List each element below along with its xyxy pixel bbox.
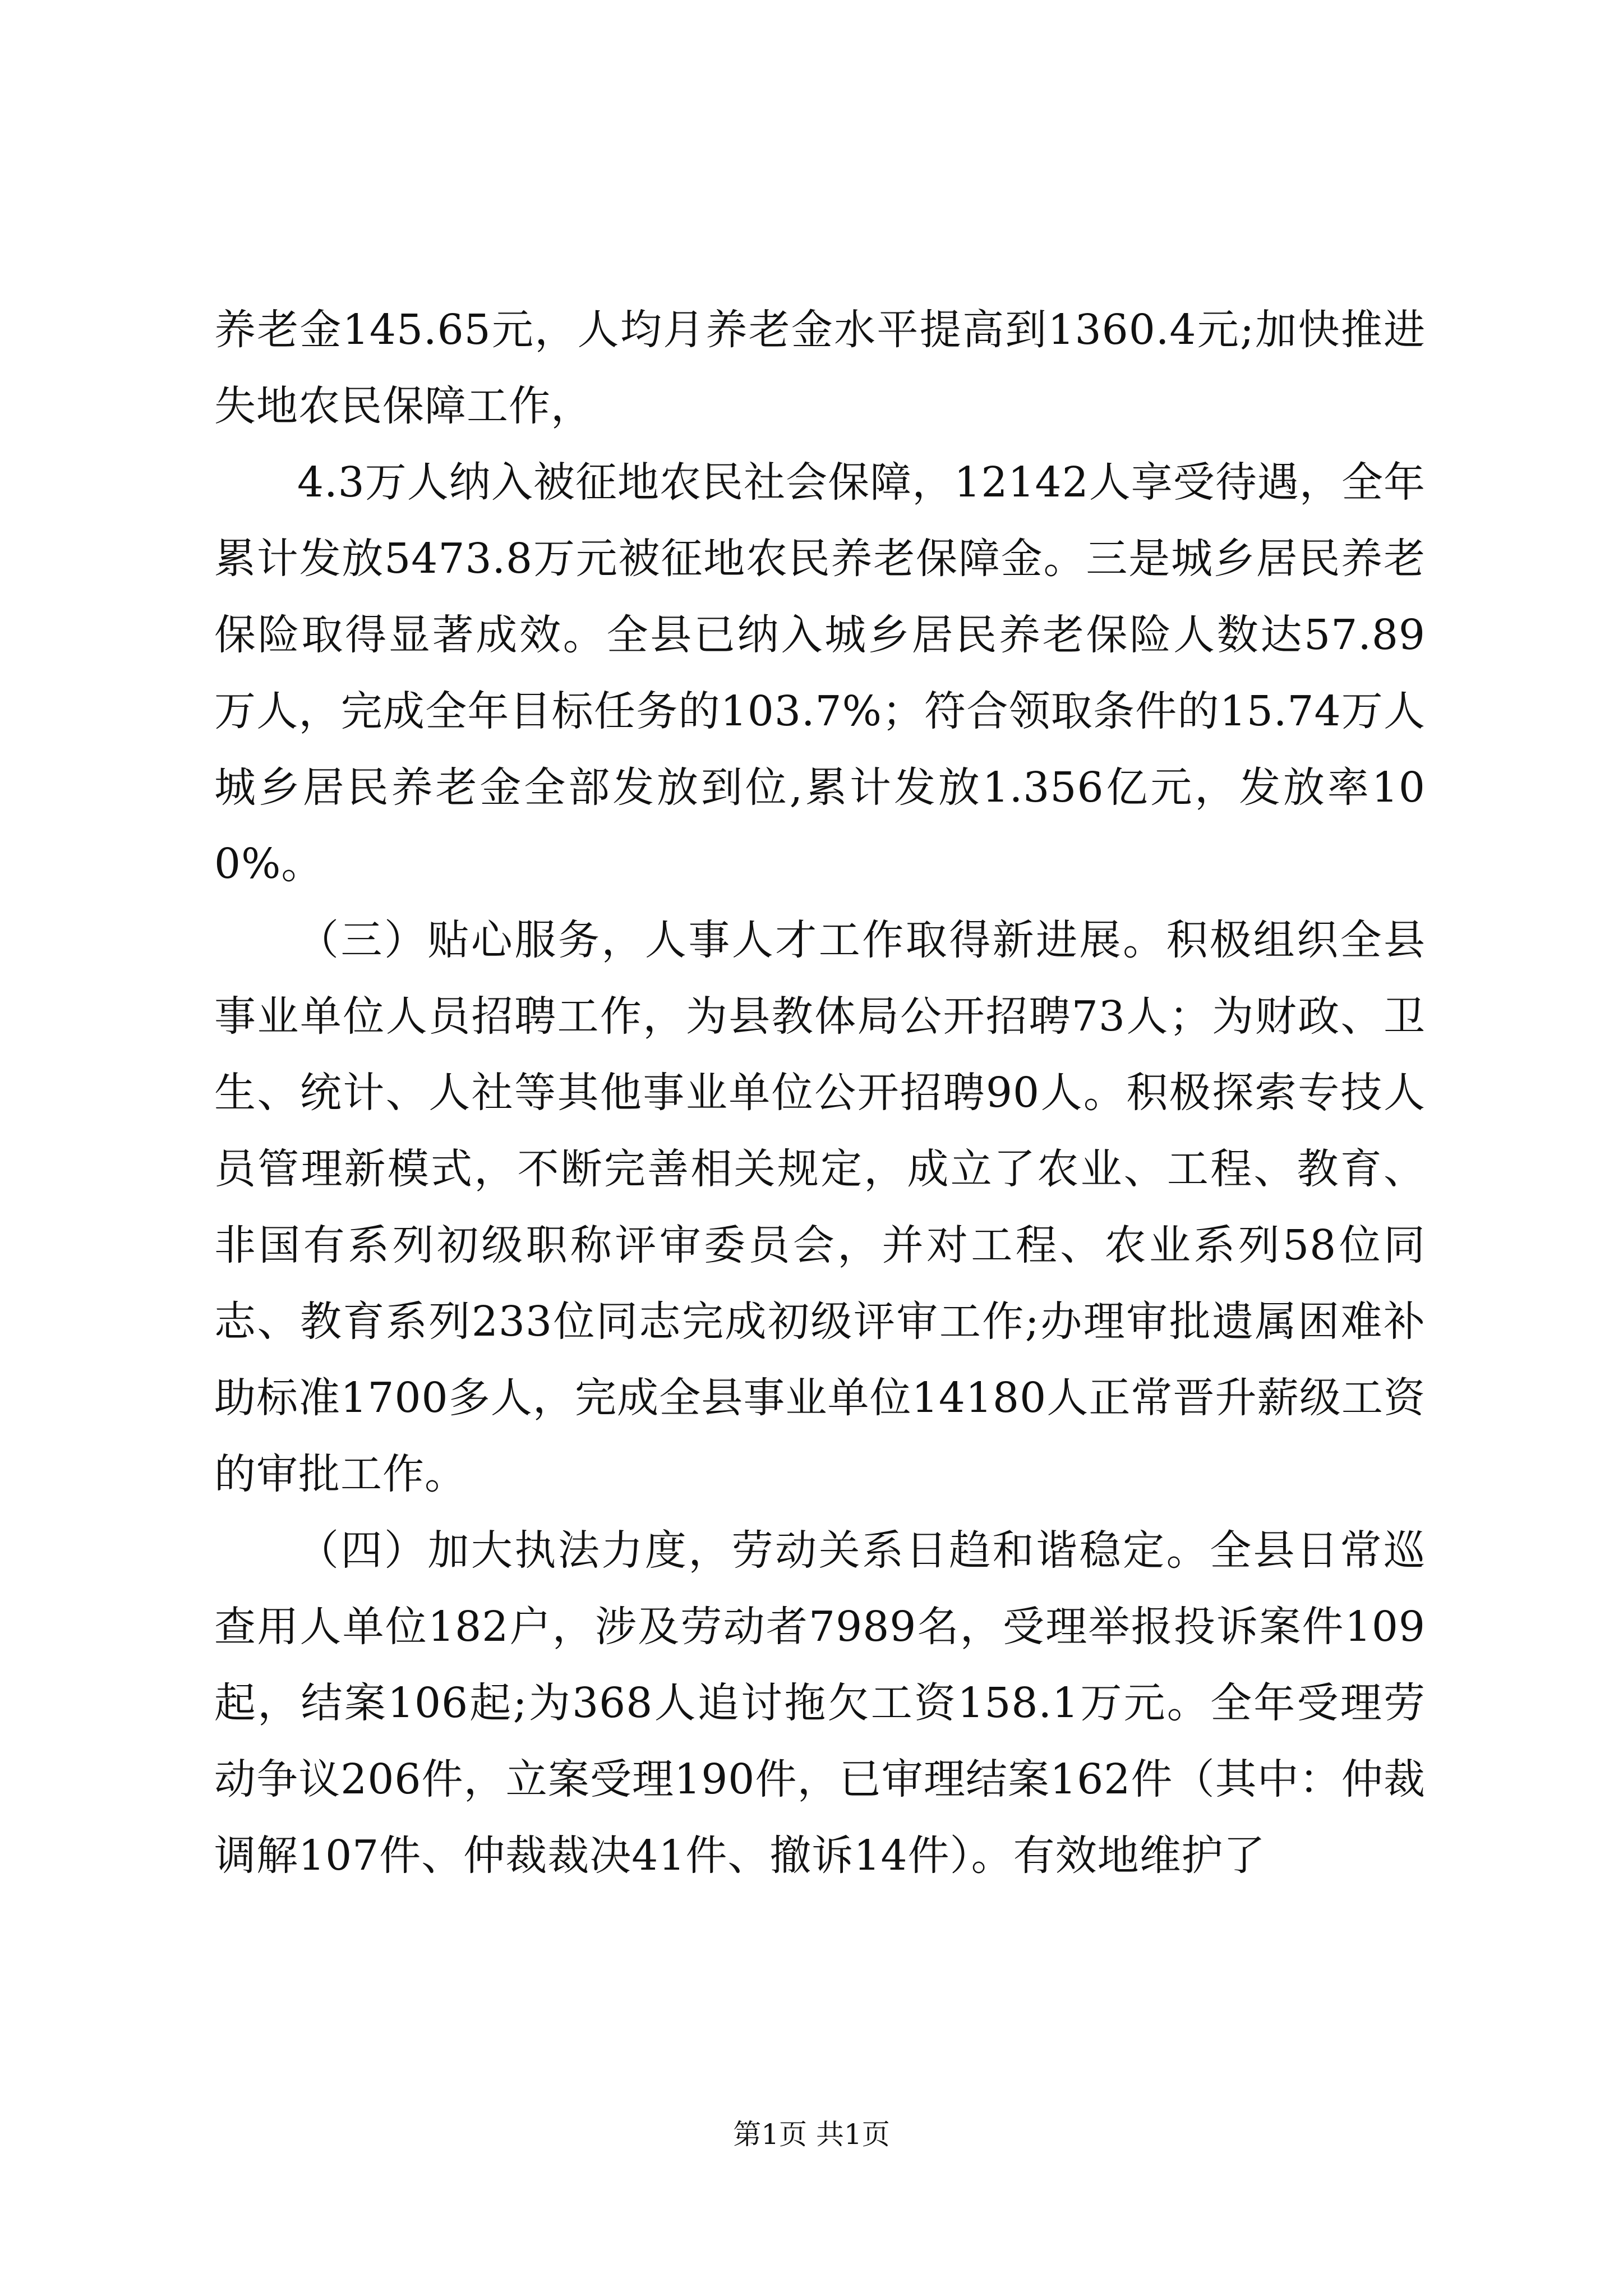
document-body [214, 292, 1426, 1894]
page-footer [0, 2115, 1623, 2154]
paragraph-3: （三）贴心服务，人事人才工作取得新进展。积极组织全县事业单位人员招聘工作，为县教体局公开招聘73人；为财政、卫生、统计、人社等其他事业单位公开招聘90人。积极探索专技人员管理新模式，不断完善相关规定，成立了农业、工程、教育、非国有系列初级职称评审委员会，并对工程、农业系列58位同志、教育系列233位同志完成初级评审工作;办理审批遗属困难补助标准1700多人，完成全县事业单位14180人正常晋升薪级工资的审批工作。 [214, 916, 1426, 1498]
page-number-label: 第1页 共1页 [733, 2118, 890, 2151]
paragraph-1: 养老金145.65元，人均月养老金水平提高到1360.4元;加快推进失地农民保障工作， [214, 306, 1426, 430]
paragraph-4: （四）加大执法力度，劳动关系日趋和谐稳定。全县日常巡查用人单位182户，涉及劳动者7989名，受理举报投诉案件109起，结案106起;为368人追讨拖欠工资158.1万元。全年受理劳动争议206件，立案受理190件，已审理结案162件（其中：仲裁调解107件、仲裁裁决41件、撤诉14件）。有效地维护了 [214, 1526, 1426, 1880]
paragraph-2: 4.3万人纳入被征地农民社会保障，12142人享受待遇，全年累计发放5473.8万元被征地农民养老保障金。三是城乡居民养老保险取得显著成效。全县已纳入城乡居民养老保险人数达57.89万人，完成全年目标任务的103.7%；符合领取条件的15.74万人城乡居民养老金全部发放到位,累计发放1.356亿元，发放率100%。 [214, 458, 1426, 888]
